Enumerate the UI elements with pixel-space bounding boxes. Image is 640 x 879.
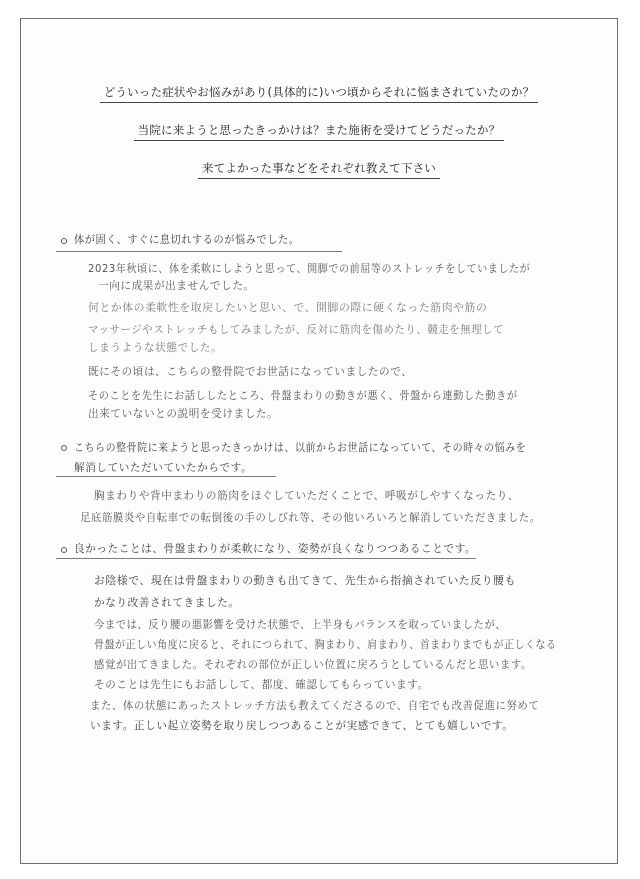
question-1: [20, 84, 618, 103]
answer-2-bullet: [61, 445, 67, 451]
question-3: [20, 160, 618, 179]
answer-3-line-1: お陰様で、現在は骨盤まわりの動きも出てきて、先生から指摘されていた反り腰も: [94, 575, 517, 587]
answer-1-line-6: 既にその頃は、こちらの整骨院でお世話になっていましたので、: [88, 366, 413, 378]
answer-3-heading-underline: [56, 558, 476, 559]
answer-1-line-3: 何とか体の柔軟性を取戻したいと思い、で、開脚の際に硬くなった筋肉や筋の: [88, 302, 488, 314]
answer-2-heading-line-2: 解消していただいていたからです。: [74, 462, 253, 474]
answer-1-heading: 体が固く、すぐに息切れするのが悩みでした。: [74, 234, 300, 246]
answer-3-line-8: います。正しい起立姿勢を取り戻しつつあることが実感できて、とても嬉しいです。: [90, 720, 514, 732]
answer-2-heading: こちらの整骨院に来ようと思ったきっかけは、以前からお世話になっていて、その時々の悩みを: [74, 442, 527, 454]
answer-2-line-1: 胸まわりや背中まわりの筋肉をほぐしていただくことで、呼吸がしやすくなったり、: [94, 490, 520, 502]
answer-3-line-6: そのことは先生にもお話しして、都度、確認してもらっています。: [94, 679, 429, 691]
answer-3-line-2: かなり改善されてきました。: [94, 597, 240, 609]
answer-1-line-7: そのことを先生にお話ししたところ、骨盤まわりの動きが悪く、骨盤から連動した動きが: [88, 390, 518, 402]
question-1-text: どういった症状やお悩みがあり(具体的に)いつ頃からそれに悩まされていたのか？: [100, 84, 539, 103]
answer-3-line-5: 感覚が出てきました。それぞれの部位が正しい位置に戻ろうとしているんだと思います。: [94, 659, 532, 671]
question-2-text: 当院に来ようと思ったきっかけは？また施術を受けてどうだったか？: [134, 122, 505, 141]
answer-3-line-4: 骨盤が正しい角度に戻ると、それにつられて、胸まわり、肩まわり、首まわりまでもが正しくなる: [94, 639, 557, 651]
answer-3-bullet: [61, 547, 67, 553]
answer-3-heading: 良かったことは、骨盤まわりが柔軟になり、姿勢が良くなりつつあることです。: [74, 543, 477, 555]
answer-1-heading-underline: [56, 251, 342, 252]
answer-1-line-1: 2023年秋頃に、体を柔軟にしようと思って、開脚での前屈等のストレッチをしていましたが: [88, 263, 531, 275]
answer-2-line-2: 足底筋膜炎や自転車での転倒後の手のしびれ等、その他いろいろと解消していただきました。: [80, 512, 541, 524]
answer-1-bullet: [61, 238, 67, 244]
answer-2-heading-underline: [56, 476, 276, 477]
question-3-text: 来てよかった事などをそれぞれ教えて下さい: [198, 160, 440, 179]
answer-1-line-4: マッサージやストレッチもしてみましたが、反対に筋肉を傷めたり、競走を無理して: [88, 324, 505, 336]
answer-1-line-2: 一向に成果が出ませんでした。: [98, 280, 255, 292]
answer-1-line-5: しまうような状態でした。: [88, 342, 223, 354]
answer-3-line-3: 今までは、反り腰の悪影響を受けた状態で、上半身もバランスを取っていましたが、: [94, 619, 507, 631]
answer-3-line-7: また、体の状態にあったストレッチ方法も教えてくださるので、自宅でも改善促進に努めて: [90, 700, 540, 712]
answer-1-line-8: 出来ていないとの説明を受けました。: [88, 408, 279, 420]
question-2: [20, 122, 618, 141]
